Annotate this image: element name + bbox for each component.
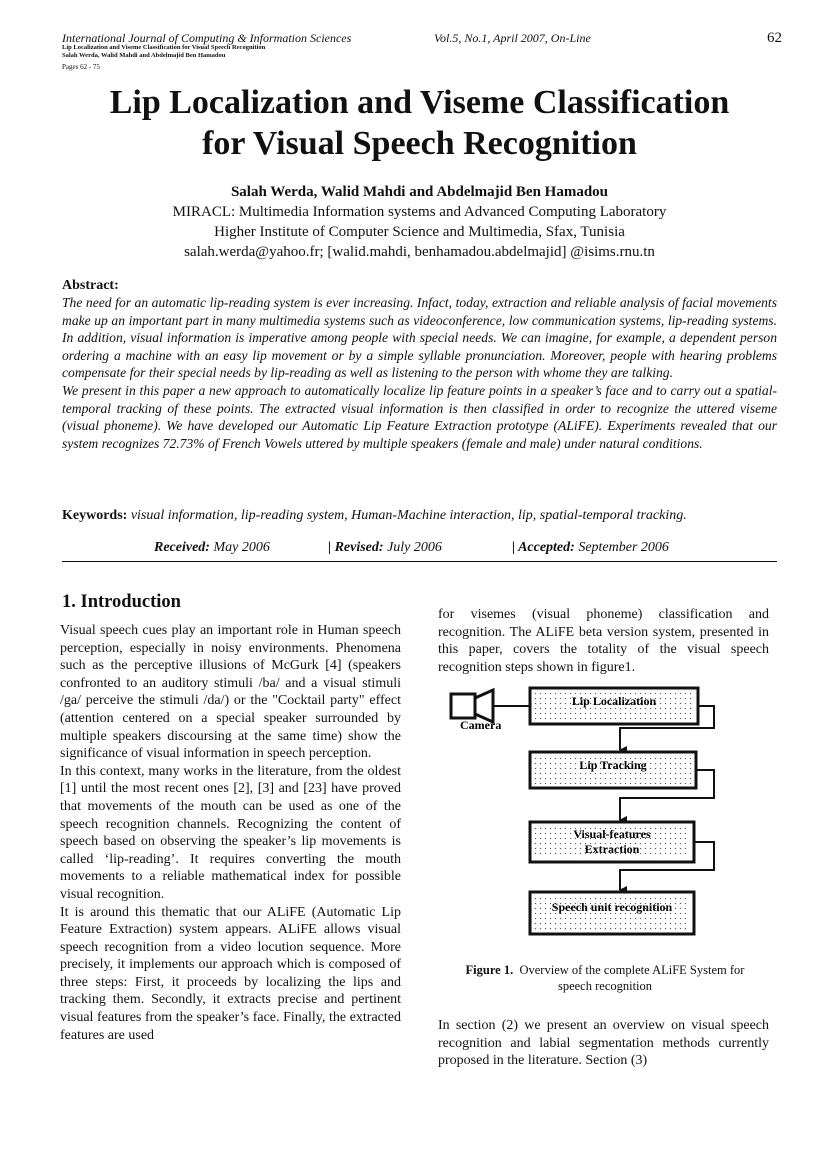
right-column-bottom <box>438 1003 769 1084</box>
box-visual-features-line1: Visual-features <box>573 827 651 841</box>
accepted-date <box>512 540 669 556</box>
page-number: 62 <box>767 30 782 46</box>
figure-caption-line1: Overview of the complete ALiFE System for <box>519 963 745 977</box>
section-heading-introduction: 1. Introduction <box>62 592 181 612</box>
figure-1-diagram <box>438 676 773 946</box>
page-range: Pages 62 - 75 <box>62 63 100 71</box>
running-title: Lip Localization and Viseme Classification for Visual Speech Recognition <box>62 44 266 51</box>
figure-caption-line2: speech recognition <box>557 979 653 993</box>
keywords <box>62 507 777 525</box>
revised-value: July 2006 <box>387 540 442 555</box>
author-block <box>62 182 777 262</box>
header-divider <box>62 561 777 562</box>
author-emails: salah.werda@yahoo.fr; [walid.mahdi, benhamadou.abdelmajid] @isims.rnu.tn <box>184 244 655 260</box>
intro-paragraph-continued: for visemes (visual phoneme) classification and recognition. The ALiFE beta version system, presented in this paper, covers the totality of the visual speech recognition steps shown in figure1. <box>438 607 769 675</box>
figure-1-caption <box>440 962 770 994</box>
section-overview-paragraph: In section (2) we present an overview on visual speech recognition and labial segmentation methods currently proposed in the literature. Section (3) <box>438 1018 769 1069</box>
received-date <box>154 540 270 556</box>
title-line-1: Lip Localization and Viseme Classification <box>109 84 730 121</box>
step-speech-unit-recognition <box>530 892 694 934</box>
affiliation-lab: MIRACL: Multimedia Information systems and Advanced Computing Laboratory <box>172 204 667 220</box>
intro-paragraph-2: In this context, many works in the literature, from the oldest [1] until the most recent ones [2], [3] and [23] have proved that movements of the mouth can be used as one of the speech recognition channels. Recognizing the content of speech based on observing the speaker’s lip movements is called ‘lip-reading’. It requires converting the mouth movements to a reliable mathematical index for possible visual recognition. <box>60 763 401 902</box>
step-lip-tracking <box>530 752 696 788</box>
camera-label: Camera <box>460 718 502 732</box>
affiliation-institute: Higher Institute of Computer Science and Multimedia, Sfax, Tunisia <box>214 224 625 240</box>
running-authors: Salah Werda, Walid Mahdi and Abdelmajid Ben Hamadou <box>62 52 226 59</box>
abstract-paragraph-1: The need for an automatic lip-reading system is ever increasing. Infact, today, extraction and reliable analysis of facial movements make up an important part in many multimedia systems such as videoconference, low communication systems, lip-reading systems. In addition, visual information is imperative among people with special needs. We can imagine, for example, a dependent person ordering a machine with an easy lip movement or by a simple syllable pronunciation. Moreover, people with hearing problems compensate for their special needs by lip-reading as well as listening to the person with whome they are talking. <box>62 295 777 381</box>
received-value: May 2006 <box>213 540 270 555</box>
revised-label: | Revised: <box>328 540 384 555</box>
journal-volume: Vol.5, No.1, April 2007, On-Line <box>434 31 591 45</box>
author-names: Salah Werda, Walid Mahdi and Abdelmajid Ben Hamadou <box>230 184 609 200</box>
step-lip-localization <box>530 688 698 724</box>
journal-name: International Journal of Computing & Information Sciences <box>62 31 352 45</box>
revised-date <box>328 540 442 556</box>
box-lip-localization-label: Lip Localization <box>571 694 657 708</box>
title-line-2: for Visual Speech Recognition <box>202 125 637 162</box>
intro-paragraph-3: It is around this thematic that our ALiFE (Automatic Lip Feature Extraction) system appears. ALiFE allows visual speech recognition from a video locution sequence. More precisely, it implements our approach which is composed of three steps: First, it proceeds by localizing the lips and tracking them. Secondly, it extracts precise and pertinent visual features from the speaker’s face. Finally, the extracted features are used <box>60 904 401 1043</box>
abstract-paragraph-2: We present in this paper a new approach to automatically localize lip feature points in a speaker’s face and to carry out a spatial-temporal tracking of these points. The extracted visual information is then classified in order to recognize the uttered viseme (visual phoneme). We have developed our Automatic Lip Feature Extraction prototype (ALiFE). Experiments revealed that our system recognizes 72.73% of French Vowels uttered by multiple speakers (female and male) under natural conditions. <box>62 382 777 451</box>
intro-paragraph-1: Visual speech cues play an important role in Human speech perception, especially in noisy environments. Phenomena such as the perceptive illusions of McGurk [4] (speakers confronted to an auditory stimuli /ba/ and a visual stimuli /ga/ perceive the stimuli /da/) or the "Cocktail party" effect (attention centered on a special speaker surrounded by multiple speakers discoursing at the same time) show the significance of visual information in speech perception. <box>60 623 401 762</box>
received-label: Received: <box>154 540 210 555</box>
figure-caption-label: Figure 1. <box>465 963 514 977</box>
keywords-label: Keywords: <box>62 508 128 523</box>
paper-title <box>62 82 777 164</box>
box-lip-tracking-label: Lip Tracking <box>579 758 647 772</box>
abstract-body <box>62 294 777 452</box>
box-speech-unit-label: Speech unit recognition <box>551 900 673 914</box>
accepted-value: September 2006 <box>578 540 669 555</box>
step-visual-features-extraction <box>530 822 694 862</box>
accepted-label: | Accepted: <box>512 540 575 555</box>
keywords-text: visual information, lip-reading system, Human-Machine interaction, lip, spatial-temporal tracking. <box>130 508 687 523</box>
abstract-heading: Abstract: <box>62 278 119 293</box>
box-visual-features-line2: Extraction <box>584 842 640 856</box>
left-column <box>60 622 401 1044</box>
